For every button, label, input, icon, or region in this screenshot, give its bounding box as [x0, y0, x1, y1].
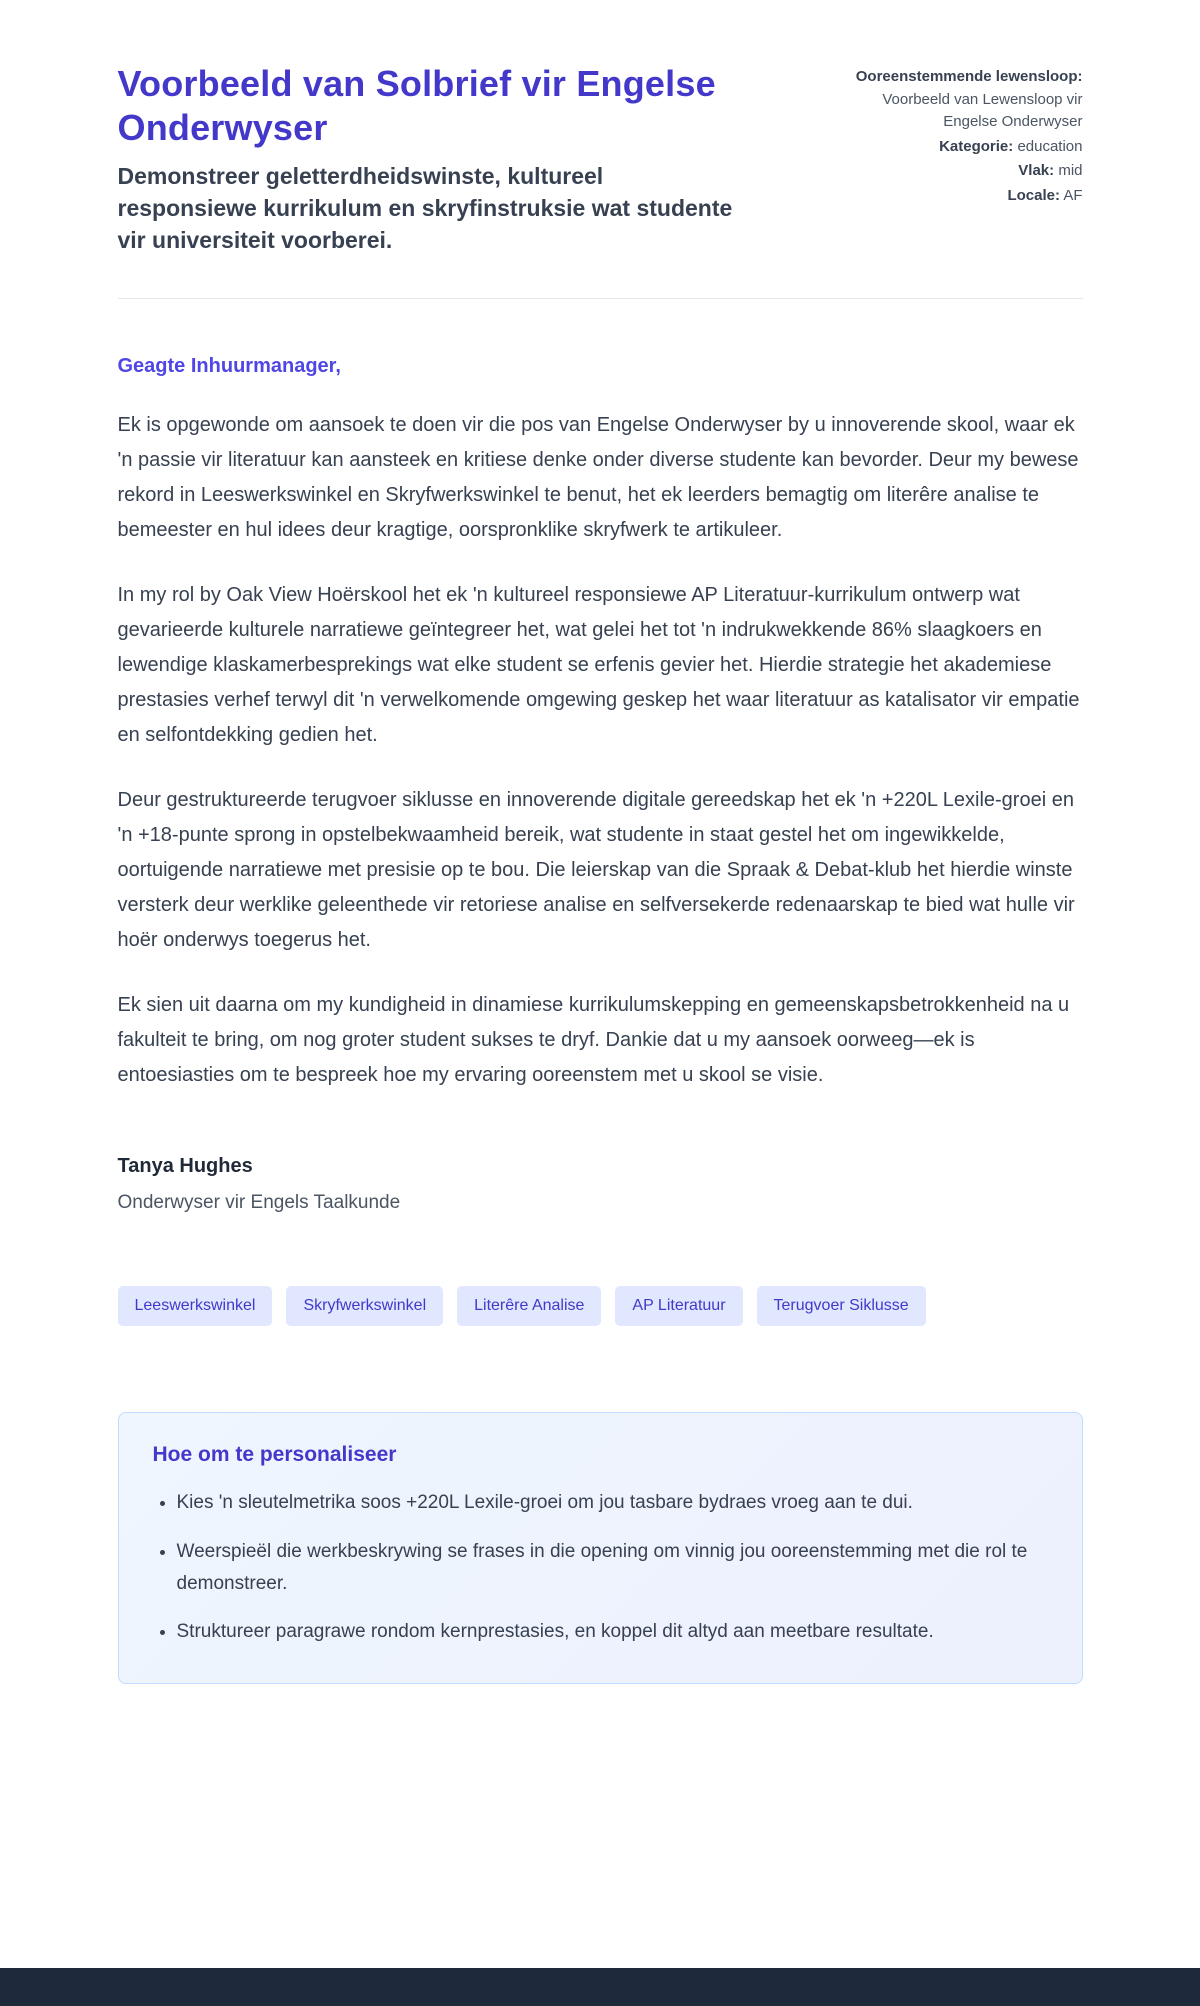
page-title: Voorbeeld van Solbrief vir Engelse Onderwyser	[117, 63, 716, 148]
letter-paragraph: In my rol by Oak View Hoërskool het ek 'n kultureel responsiewe AP Literatuur-kurrikulum ontwerp wat gevarieerde kulturele narratiewe geïntegreer het, wat gelei het tot 'n indrukwekkende 86% slaagkoers en lewendige klaskamerbesprekings wat elke student se erfenis gevier het. Hierdie strategie het akademiese prestasies verhef terwyl dit 'n verwelkomende omgewing geskep het waar literatuur as katalisator vir empatie en selfontdekking gedien het.	[117, 584, 1080, 747]
meta-value: mid	[1058, 162, 1083, 179]
tips-heading: Hoe om te personaliseer	[152, 1443, 397, 1467]
tip-item: • Struktureer paragrawe rondom kernprestasies, en koppel dit altyd aan meetbare resultate.	[177, 1616, 1048, 1648]
meta-label: Kategorie:	[939, 137, 1014, 155]
meta-row-category	[833, 136, 1083, 159]
tag: Terugvoer Siklusse	[757, 1286, 926, 1326]
meta-label: Locale:	[1007, 186, 1060, 204]
tips-list	[153, 1487, 1048, 1648]
tag: Literêre Analise	[457, 1286, 601, 1326]
meta-label: Ooreenstemmende lewensloop:	[855, 68, 1083, 85]
divider	[118, 298, 1083, 299]
meta-label: Vlak:	[1018, 162, 1055, 179]
signature-role: Onderwyser vir Engels Taalkunde	[117, 1192, 401, 1214]
document-meta	[833, 62, 1083, 209]
tag: Skryfwerkswinkel	[286, 1286, 443, 1326]
letter-paragraph: Ek sien uit daarna om my kundigheid in dinamiese kurrikulumskepping en gemeenskapsbetrokkenheid na u fakulteit te bring, om nog groter student sukses te dryf. Dankie dat u my aansoek oorweeg—ek is entoesiasties om te bespreek hoe my ervaring ooreenstem met u skool se visie.	[117, 994, 1070, 1087]
signature-name: Tanya Hughes	[117, 1155, 253, 1178]
cover-letter	[118, 355, 1083, 1214]
letter-paragraph: Deur gestruktureerde terugvoer siklusse en innoverende digitale gereedskap het ek 'n +220L Lexile-groei en 'n +18-punte sprong in opstelbekwaamheid bereik, wat studente in staat gestel het om ingewikkelde, oortuigende narratiewe met presisie op te bou. Die leierskap van die Spraak & Debat-klub het hierdie winste versterk deur werklike geleenthede vir retoriese analise en selfversekerde redenaarskap te bied wat hulle vir hoër onderwys toegerus het.	[117, 789, 1075, 952]
tip-item: • Kies 'n sleutelmetrika soos +220L Lexile-groei om jou tasbare bydraes vroeg aan te dui.	[177, 1487, 1048, 1519]
tag-list	[118, 1286, 1083, 1326]
tip-item: • Weerspieël die werkbeskrywing se frases in die opening om vinnig jou ooreenstemming met die rol te demonstreer.	[177, 1536, 1048, 1601]
meta-row-level	[833, 160, 1083, 183]
letter-greeting: Geagte Inhuurmanager,	[117, 355, 341, 378]
meta-row-locale	[833, 185, 1083, 208]
page-subtitle: Demonstreer geletterdheidswinste, kultureel responsiewe kurrikulum en skryfinstruksie wat studente vir universiteit voorberei.	[117, 162, 733, 254]
header	[118, 0, 1083, 256]
tag: AP Literatuur	[615, 1286, 742, 1326]
tips-box	[118, 1412, 1083, 1683]
signature-block	[118, 1155, 1083, 1214]
letter-paragraph: Ek is opgewonde om aansoek te doen vir die pos van Engelse Onderwyser by u innoverende skool, waar ek 'n passie vir literatuur kan aansteek en kritiese denke onder diverse studente kan bevorder. Deur my bewese rekord in Leeswerkswinkel en Skryfwerkswinkel te benut, het ek leerders bemagtig om literêre analise te bemeester en hul idees deur kragtige, oorspronklike skryfwerk te artikuleer.	[117, 414, 1079, 542]
page-container	[118, 0, 1083, 1898]
tag: Leeswerkswinkel	[118, 1286, 273, 1326]
footer-bar	[0, 1968, 1200, 2006]
meta-value: AF	[1063, 186, 1083, 204]
title-block	[118, 62, 738, 256]
meta-value: Voorbeeld van Lewensloop vir Engelse Onderwyser	[882, 90, 1083, 130]
meta-row-matching-resume	[833, 66, 1083, 134]
meta-value: education	[1017, 137, 1083, 155]
